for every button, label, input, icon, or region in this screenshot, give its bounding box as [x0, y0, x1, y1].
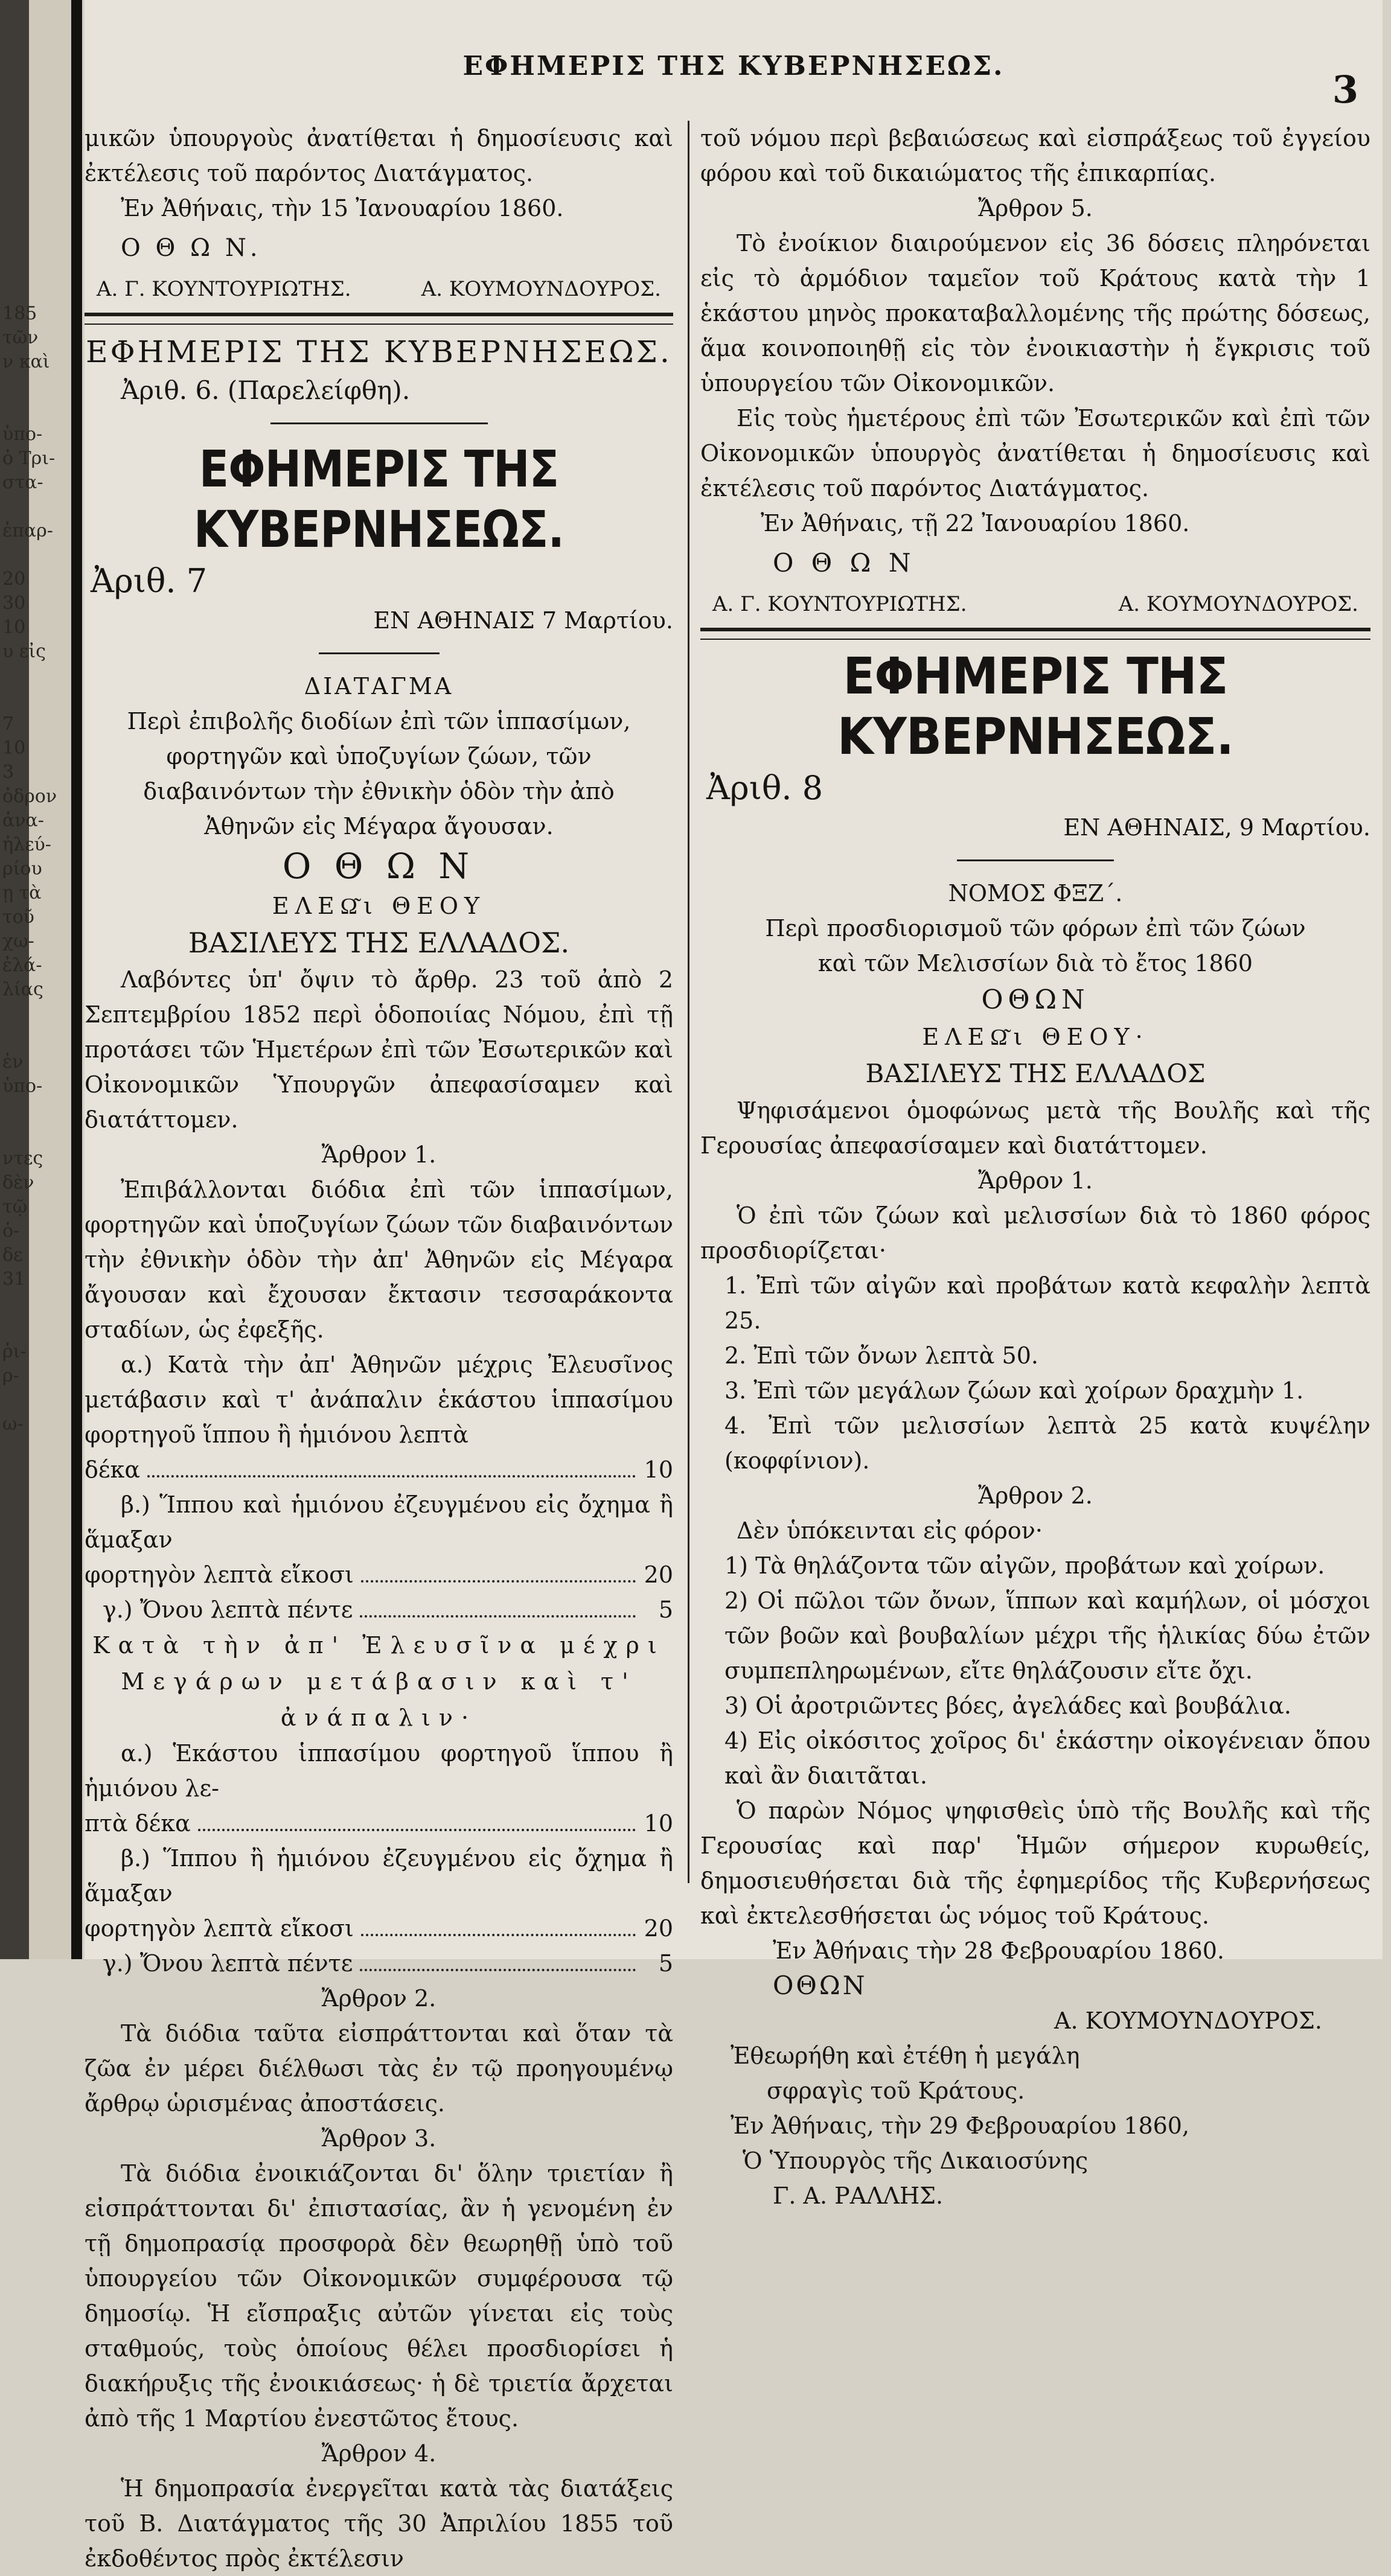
- signature-koumoundouros: Α. ΚΟΥΜΟΥΝΔΟΥΡΟΣ.: [1118, 592, 1358, 616]
- newspaper-page: [85, 0, 1383, 2572]
- prev-signature-2: Α. ΚΟΥΜΟΥΝΔΟΥΡΟΣ.: [421, 277, 661, 301]
- toll-b-line: [85, 1557, 673, 1592]
- dot-leader: [198, 1829, 636, 1831]
- law-date: Ἐν Ἀθήναις τὴν 28 Φεβρουαρίου 1860.: [773, 1937, 1224, 1964]
- exemption-item: 1) Τὰ θηλάζοντα τῶν αἰγῶν, προβάτων καὶ χοίρων.: [724, 1552, 1325, 1579]
- decree-subject: Περὶ ἐπιβολῆς διοδίων ἐπὶ τῶν ἱππασίμων, φορτηγῶν καὶ ὑποζυγίων ζώων, τῶν διαβαινόντων τὴν ἐθνικὴν ὁδὸν τὴν ἀπὸ Ἀθηνῶν εἰς Μέγαρα ἄγουσαν.: [127, 708, 631, 840]
- toll-b2-line: [85, 1911, 673, 1946]
- article-2-title: Ἄρθρον 2.: [978, 1482, 1093, 1509]
- tax-rate-list: [700, 1268, 1370, 1478]
- king-title: ΒΑΣΙΛΕΥΣ ΤΗΣ ΕΛΛΑΔΟΣ: [865, 1059, 1206, 1088]
- law-subject: Περὶ προσδιορισμοῦ τῶν φόρων ἐπὶ τῶν ζώων καὶ τῶν Μελισσίων διὰ τὸ ἔτος 1860: [765, 915, 1306, 977]
- binding-shadow: [71, 0, 82, 1959]
- decree-preamble: Λαβόντες ὑπ' ὄψιν τὸ ἄρθρ. 23 τοῦ ἀπὸ 2 Σεπτεμβρίου 1852 περὶ ὁδοποιίας Νόμου, ἐπὶ τῇ προτάσει τῶν Ἡμετέρων ἐπὶ τῶν Ἐσωτερικῶν καὶ Οἰκονομικῶν Ὑπουργῶν ἀπεφασίσαμεν καὶ διατάττομεν.: [85, 966, 673, 1133]
- dot-leader: [360, 1615, 636, 1618]
- law-title: ΝΟΜΟΣ ΦΞΖ΄.: [948, 880, 1123, 907]
- article-1-text: Ὁ ἐπὶ τῶν ζώων καὶ μελισσίων διὰ τὸ 1860 φόρος προσδιορίζεται·: [700, 1202, 1370, 1264]
- minister-signatures: [700, 585, 1370, 623]
- continued-text: τοῦ νόμου περὶ βεβαιώσεως καὶ εἰσπράξεως τοῦ ἐγγείου φόρου καὶ τοῦ δικαιώματος τῆς ἐπικαρπίας.: [700, 125, 1370, 187]
- prev-signatures: [85, 270, 673, 308]
- prev-king: Ο Θ Ω Ν.: [121, 234, 261, 262]
- article-1-title: Ἄρθρον 1.: [978, 1167, 1093, 1194]
- signature-kountouriotis: Α. Γ. ΚΟΥΝΤΟΥΡΙΩΤΗΣ.: [712, 592, 967, 616]
- article-4-title: Ἄρθρον 4.: [321, 2440, 436, 2467]
- issue-8-date: ΕΝ ΑΘΗΝΑΙΣ, 9 Μαρτίου.: [1063, 814, 1370, 841]
- article-3-text: Τὰ διόδια ἐνοικιάζονται δι' ὅλην τριετίαν ἢ εἰσπράττονται δι' ἐπιστασίας, ἂν ἡ γενομένη ἐν τῇ δημοπρασίᾳ προσφορὰ δὲν θεωρηθῇ ὑπὸ τοῦ ὑπουργείου τῶν Οἰκονομικῶν συμφέρουσα τῷ δημοσίῳ. Ἡ εἴσπραξις αὐτῶν γίνεται εἰς τοὺς σταθμούς, τοὺς ὁποίους θέλει προσδιορίσει ἡ διακήρυξις τῆς ἐνοικιάσεως· ἡ δὲ τριετία ἄρχεται ἀπὸ τῆς 1 Μαρτίου ἐνεστῶτος ἔτους.: [85, 2160, 673, 2432]
- toll-a2-label: πτὰ δέκα: [85, 1810, 191, 1837]
- masthead-issue-8: ΕΦΗΜΕΡΙΣ ΤΗΣ ΚΥΒΕΡΝΗΣΕΩΣ.: [837, 646, 1233, 766]
- king-name: Ο Θ Ω Ν: [282, 846, 476, 887]
- king-signature: Ο Θ Ω Ν: [773, 548, 916, 578]
- minister-signature: Α. ΚΟΥΜΟΥΝΔΟΥΡΟΣ.: [1054, 2007, 1322, 2034]
- issue-6-number: Ἀριθ. 6. (Παρελείφθη).: [121, 375, 411, 405]
- law-closing: Ὁ παρὼν Νόμος ψηφισθεὶς ὑπὸ τῆς Βουλῆς καὶ τῆς Γερουσίας καὶ παρ' Ἡμῶν σήμερον κυρωθείς, δημοσιευθήσεται διὰ τῆς ἐφημερίδος τῆς Κυβερνήσεως καὶ ἐκτελεσθήσεται ὡς νόμος τοῦ Κράτους.: [700, 1797, 1370, 1929]
- right-column: [700, 121, 1370, 2213]
- double-rule: [85, 313, 673, 325]
- toll-a2-text: α.) Ἑκάστου ἱππασίμου φορτηγοῦ ἵππου ἢ ἡμιόνου λε-: [85, 1740, 673, 1802]
- toll-c2-line: [85, 1946, 673, 1981]
- seal-note-2: σφραγὶς τοῦ Κράτους.: [767, 2077, 1025, 2104]
- double-rule: [700, 628, 1370, 640]
- column-rule: [688, 121, 689, 1883]
- short-rule: [270, 422, 488, 424]
- law-preamble: Ψηφισάμενοι ὁμοφώνως μετὰ τῆς Βουλῆς καὶ τῆς Γερουσίας ἀπεφασίσαμεν καὶ διατάττομεν.: [700, 1097, 1370, 1159]
- exemption-item: 2) Οἱ πῶλοι τῶν ὄνων, ἵππων καὶ καμήλων, οἱ μόσχοι τῶν βοῶν καὶ βουβαλίων μέχρι τῆς ἡλικίας δύω ἐτῶν συμπεπληρωμένων, εἴτε θηλάζουσιν εἴτε ὄχι.: [724, 1587, 1370, 1684]
- prev-decree-end: μικῶν ὑπουργοὺς ἀνατίθεται ἡ δημοσίευσις καὶ ἐκτέλεσις τοῦ παρόντος Διατάγματος.: [85, 125, 673, 187]
- article-2-text: Δὲν ὑπόκεινται εἰς φόρον·: [737, 1517, 1043, 1544]
- short-rule: [957, 859, 1114, 861]
- article-3-title: Ἄρθρον 3.: [321, 2125, 436, 2152]
- exemption-item: 4) Εἰς οἰκόσιτος χοῖρος δι' ἑκάστην οἰκογένειαν ὅπου καὶ ἂν διαιτᾶται.: [724, 1727, 1370, 1789]
- execution-clause: Εἰς τοὺς ἡμετέρους ἐπὶ τῶν Ἐσωτερικῶν καὶ ἐπὶ τῶν Οἰκονομικῶν ὑπουργὸς ἀνατίθεται ἡ δημοσίευσις καὶ ἐκτέλεσις τοῦ παρόντος Διατάγματος.: [700, 405, 1370, 502]
- tax-rate-item: 4. Ἐπὶ τῶν μελισσίων λεπτὰ 25 κατὰ κυψέλην (κοφφίνιον).: [724, 1412, 1370, 1474]
- minister-name: Γ. Α. ΡΑΛΛΗΣ.: [773, 2182, 944, 2209]
- toll-a2-line: [85, 1806, 673, 1841]
- masthead-issue-6: ΕΦΗΜΕΡΙΣ ΤΗΣ ΚΥΒΕΡΝΗΣΕΩΣ.: [86, 334, 672, 369]
- seal-note-1: Ἐθεωρήθη καὶ ἐτέθη ἡ μεγάλη: [731, 2042, 1080, 2069]
- toll-a-amount: 10: [644, 1456, 673, 1483]
- by-grace-of-god: ΕΛΕΩ͂ι ΘΕΟΥ: [272, 893, 486, 919]
- toll-c-line: [85, 1592, 673, 1627]
- king-name: ΟΘΩΝ: [981, 984, 1090, 1015]
- toll-b-text: β.) Ἵππου καὶ ἡμιόνου ἐζευγμένου εἰς ὄχημα ἢ ἅμαξαν: [85, 1491, 673, 1553]
- short-rule: [319, 652, 440, 654]
- page-number: 3: [1332, 68, 1358, 112]
- previous-page-fragments: 185 τῶν ν καὶ ὑπο- ὁ Τρι- στα- ἐπαρ- 20 30 10 υ εἰς 7 10 3 ὀδρον ἀνα- ἠλεύ- ρίου ῃ τὰ τοῦ χω- ἐλά- λίας ἐν ὑπο- ντες δὲν τῷ ὁ- δε 31 ῥι- ρ- ω-: [2, 303, 57, 1435]
- dot-leader: [147, 1475, 636, 1478]
- article-2-text: Τὰ διόδια ταῦτα εἰσπράττονται καὶ ὅταν τὰ ζῶα ἐν μέρει διέλθωσι τὰς ἐν τῷ προηγουμένῳ ἄρθρῳ ὡρισμένας ἀποστάσεις.: [85, 2020, 673, 2117]
- left-column: [85, 121, 673, 2576]
- prev-signature-1: Α. Γ. ΚΟΥΝΤΟΥΡΙΩΤΗΣ.: [97, 277, 351, 301]
- toll-a-line: [85, 1452, 673, 1487]
- toll-a-label: δέκα: [85, 1456, 140, 1483]
- seal-date: Ἐν Ἀθήναις, τὴν 29 Φεβρουαρίου 1860,: [731, 2112, 1190, 2139]
- previous-page-gutter: [0, 0, 72, 1959]
- article-5-text: Τὸ ἐνοίκιον διαιρούμενον εἰς 36 δόσεις πληρόνεται εἰς τὸ ἁρμόδιον ταμεῖον τοῦ Κράτους κατὰ τὴν 1 ἑκάστου μηνὸς προκαταβαλλομένης τῆς πρώτης δόσεως, ἅμα κοινοποιηθῇ εἰς τὸν ἐνοικιαστὴν ἡ ἔγκρισις τοῦ ὑπουργείου τῶν Οἰκονομικῶν.: [700, 230, 1370, 397]
- by-grace-of-god: ΕΛΕΩ͂ι ΘΕΟΥ·: [922, 1024, 1149, 1050]
- toll-c-label: γ.) Ὄνου λεπτὰ πέντε: [103, 1596, 353, 1623]
- toll-c-amount: 5: [658, 1596, 673, 1623]
- king-signature: ΟΘΩΝ: [773, 1971, 868, 2000]
- exemption-item: 3) Οἱ ἀροτριῶντες βόες, ἀγελάδες καὶ βουβάλια.: [724, 1692, 1291, 1719]
- issue-7-date: ΕΝ ΑΘΗΝΑΙΣ 7 Μαρτίου.: [373, 607, 673, 634]
- running-header: ΕΦΗΜΕΡΙΣ ΤΗΣ ΚΥΒΕΡΝΗΣΕΩΣ.: [462, 51, 1005, 81]
- dot-leader: [361, 1580, 636, 1583]
- issue-7-number: Ἀριθ. 7: [91, 562, 208, 600]
- article-4-text: Ἡ δημοπρασία ἐνεργεῖται κατὰ τὰς διατάξεις τοῦ Β. Διατάγματος τῆς 30 Ἀπριλίου 1855 τοῦ ἐκδοθέντος πρὸς ἐκτέλεσιν: [85, 2475, 673, 2572]
- dot-leader: [361, 1934, 636, 1936]
- toll-b-label: φορτηγὸν λεπτὰ εἴκοσι: [85, 1561, 354, 1588]
- decree-date: Ἐν Ἀθήναις, τῇ 22 Ἰανουαρίου 1860.: [761, 510, 1190, 537]
- article-1-title: Ἄρθρον 1.: [321, 1141, 436, 1168]
- toll-c2-amount: 5: [658, 1950, 673, 1977]
- exemptions-list: [700, 1548, 1370, 1793]
- tax-rate-item: 1. Ἐπὶ τῶν αἰγῶν καὶ προβάτων κατὰ κεφαλὴν λεπτὰ 25.: [724, 1272, 1370, 1334]
- prev-date: Ἐν Ἀθήναις, τὴν 15 Ἰανουαρίου 1860.: [121, 195, 564, 222]
- tax-rate-item: 2. Ἐπὶ τῶν ὄνων λεπτὰ 50.: [724, 1342, 1038, 1369]
- toll-b-amount: 20: [644, 1561, 673, 1588]
- minister-title: Ὁ Ὑπουργὸς τῆς Δικαιοσύνης: [743, 2147, 1089, 2174]
- dot-leader: [360, 1969, 636, 1971]
- tax-rate-item: 3. Ἐπὶ τῶν μεγάλων ζώων καὶ χοίρων δραχμὴν 1.: [724, 1377, 1304, 1404]
- issue-8-number: Ἀριθ. 8: [706, 769, 823, 807]
- toll-a2-amount: 10: [644, 1810, 673, 1837]
- masthead-issue-7: ΕΦΗΜΕΡΙΣ ΤΗΣ ΚΥΒΕΡΝΗΣΕΩΣ.: [193, 439, 564, 559]
- king-title: ΒΑΣΙΛΕΥΣ ΤΗΣ ΕΛΛΑΔΟΣ.: [188, 926, 570, 959]
- decree-type: ΔΙΑΤΑΓΜΑ: [304, 673, 454, 700]
- toll-b2-label: φορτηγὸν λεπτὰ εἴκοσι: [85, 1915, 354, 1942]
- toll-b2-amount: 20: [644, 1915, 673, 1942]
- section-eleusis-megara: Κατὰ τὴν ἀπ' Ἐλευσῖνα μέχρι Μεγάρων μετάβασιν καὶ τ' ἀνάπαλιν·: [92, 1632, 665, 1731]
- article-5-title: Ἄρθρον 5.: [978, 195, 1093, 222]
- toll-b2-text: β.) Ἵππου ἢ ἡμιόνου ἐζευγμένου εἰς ὄχημα ἢ ἅμαξαν: [85, 1845, 673, 1907]
- article-1-text: Ἐπιβάλλονται διόδια ἐπὶ τῶν ἱππασίμων, φορτηγῶν καὶ ὑποζυγίων ζώων τῶν διαβαινόντων τὴν ἐθνικὴν ὁδὸν τὴν ἀπ' Ἀθηνῶν εἰς Μέγαρα ἄγουσαν καὶ ἔχουσαν ἔκτασιν τεσσαράκοντα σταδίων, ὡς ἐφεξῆς.: [85, 1176, 673, 1343]
- article-2-title: Ἄρθρον 2.: [321, 1985, 436, 2012]
- toll-c2-label: γ.) Ὄνου λεπτὰ πέντε: [103, 1950, 353, 1977]
- toll-a-text: α.) Κατὰ τὴν ἀπ' Ἀθηνῶν μέχρις Ἐλευσῖνος μετάβασιν καὶ τ' ἀνάπαλιν ἑκάστου ἱππασίμου φορτηγοῦ ἵππου ἢ ἡμιόνου λεπτὰ: [85, 1351, 673, 1448]
